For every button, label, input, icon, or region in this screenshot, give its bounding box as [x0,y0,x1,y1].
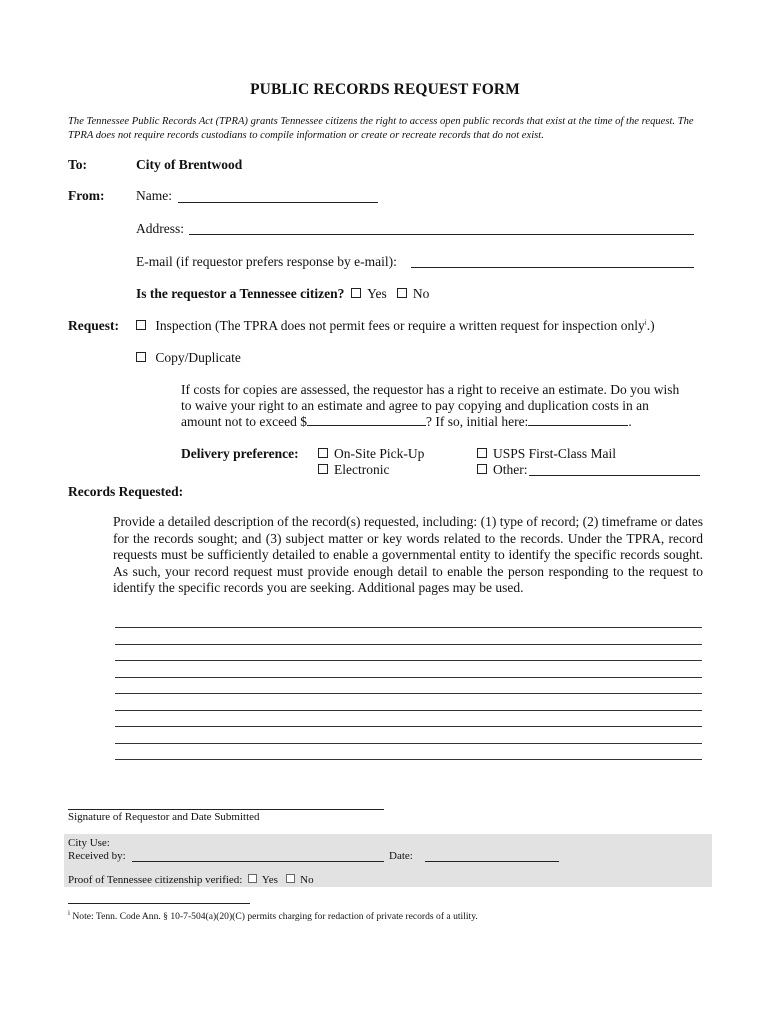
city-use-section [64,834,712,887]
records-label: Records Requested: [68,484,184,499]
request-line-9[interactable] [115,759,702,760]
onsite-label: On-Site Pick-Up [334,446,425,461]
citizen-no-label: No [412,286,430,301]
initial-field[interactable] [528,414,628,426]
request-label: Request: [68,318,119,333]
other-checkbox[interactable] [477,464,487,474]
received-by-field[interactable] [132,861,384,862]
electronic-checkbox[interactable] [318,464,328,474]
request-line-2[interactable] [115,644,702,645]
records-description: Provide a detailed description of the record(s) requested, including: (1) type of record; (2) timeframe or dates for the records sought; and (3) subject matter or key words related to the records. Under the TPRA, record requests must be sufficiently detailed to enable a governmental entity to identify the specific records sought. As such, your record request must provide enough detail to enable the person responding to the request to identify the specific records you are seeking. Additional pages may be used. [113,514,703,596]
usps-checkbox[interactable] [477,448,487,458]
request-line-3[interactable] [115,660,702,661]
cost-text-line3 [181,414,632,430]
other-label: Other: [493,462,528,477]
cost-line-end: . [628,414,632,429]
date-label: Date: [389,850,413,862]
request-line-7[interactable] [115,726,702,727]
to-label: To: [68,157,88,172]
email-label: E-mail (if requestor prefers response by e-mail): [136,254,397,269]
address-field[interactable] [189,234,694,235]
inspection-label-end: .) [646,318,655,333]
initial-label: ? If so, initial here: [425,414,529,429]
delivery-label: Delivery preference: [181,446,299,461]
address-label: Address: [136,221,184,236]
proof-yes-checkbox[interactable] [248,874,257,883]
footnote-separator [68,903,250,904]
electronic-label: Electronic [334,462,390,477]
onsite-checkbox[interactable] [318,448,328,458]
request-line-1[interactable] [115,627,702,628]
footnote-marker: i [68,909,70,917]
proof-no-label: No [300,874,314,886]
footnote [68,909,478,922]
inspection-footnote-marker: i [644,318,647,327]
cost-text-line1: If costs for copies are assessed, the requestor has a right to receive an estimate. Do you wish [181,382,680,397]
inspection-option [136,318,655,334]
intro-text: The Tennessee Public Records Act (TPRA) grants Tennessee citizens the right to access open public records that exist at the time of the request. The TPRA does not require records custodians to compile information or create or recreate records that do not exist. [68,116,694,141]
copy-option [136,350,241,366]
proof-yes-label: Yes [261,874,278,886]
date-field[interactable] [425,861,559,862]
proof-no-checkbox[interactable] [286,874,295,883]
signature-label: Signature of Requestor and Date Submitted [68,811,260,823]
copy-checkbox[interactable] [136,352,146,362]
received-by-label: Received by: [68,850,126,862]
citizen-question-row [136,286,429,302]
city-use-label: City Use: [68,837,110,849]
name-field[interactable] [178,202,378,203]
request-line-8[interactable] [115,743,702,744]
delivery-onsite [318,446,424,462]
other-field[interactable] [529,475,700,476]
cost-limit-label: amount not to exceed $ [181,414,307,429]
proof-label: Proof of Tennessee citizenship verified: [68,874,243,886]
signature-field[interactable] [68,809,384,810]
email-field[interactable] [411,267,694,268]
copy-label: Copy/Duplicate [155,350,241,365]
request-line-4[interactable] [115,677,702,678]
cost-limit-field[interactable] [307,414,426,426]
proof-row [68,874,314,886]
delivery-other [477,462,528,478]
delivery-usps [477,446,616,462]
citizen-no-checkbox[interactable] [397,288,407,298]
delivery-electronic [318,462,389,478]
form-title: PUBLIC RECORDS REQUEST FORM [250,81,520,98]
cost-text-line2: to waive your right to an estimate and agree to pay copying and duplication costs in an [181,398,649,413]
citizen-yes-label: Yes [367,286,387,301]
from-label: From: [68,188,105,203]
inspection-checkbox[interactable] [136,320,146,330]
usps-label: USPS First-Class Mail [493,446,617,461]
inspection-label: Inspection (The TPRA does not permit fees or require a written request for inspection only [155,318,645,333]
request-line-5[interactable] [115,693,702,694]
citizen-yes-checkbox[interactable] [351,288,361,298]
request-line-6[interactable] [115,710,702,711]
name-label: Name: [136,188,172,203]
to-recipient: City of Brentwood [136,157,243,172]
footnote-text: Note: Tenn. Code Ann. § 10-7-504(a)(20)(C) permits charging for redaction of private records of a utility. [69,911,478,923]
citizen-question: Is the requestor a Tennessee citizen? [136,286,345,301]
